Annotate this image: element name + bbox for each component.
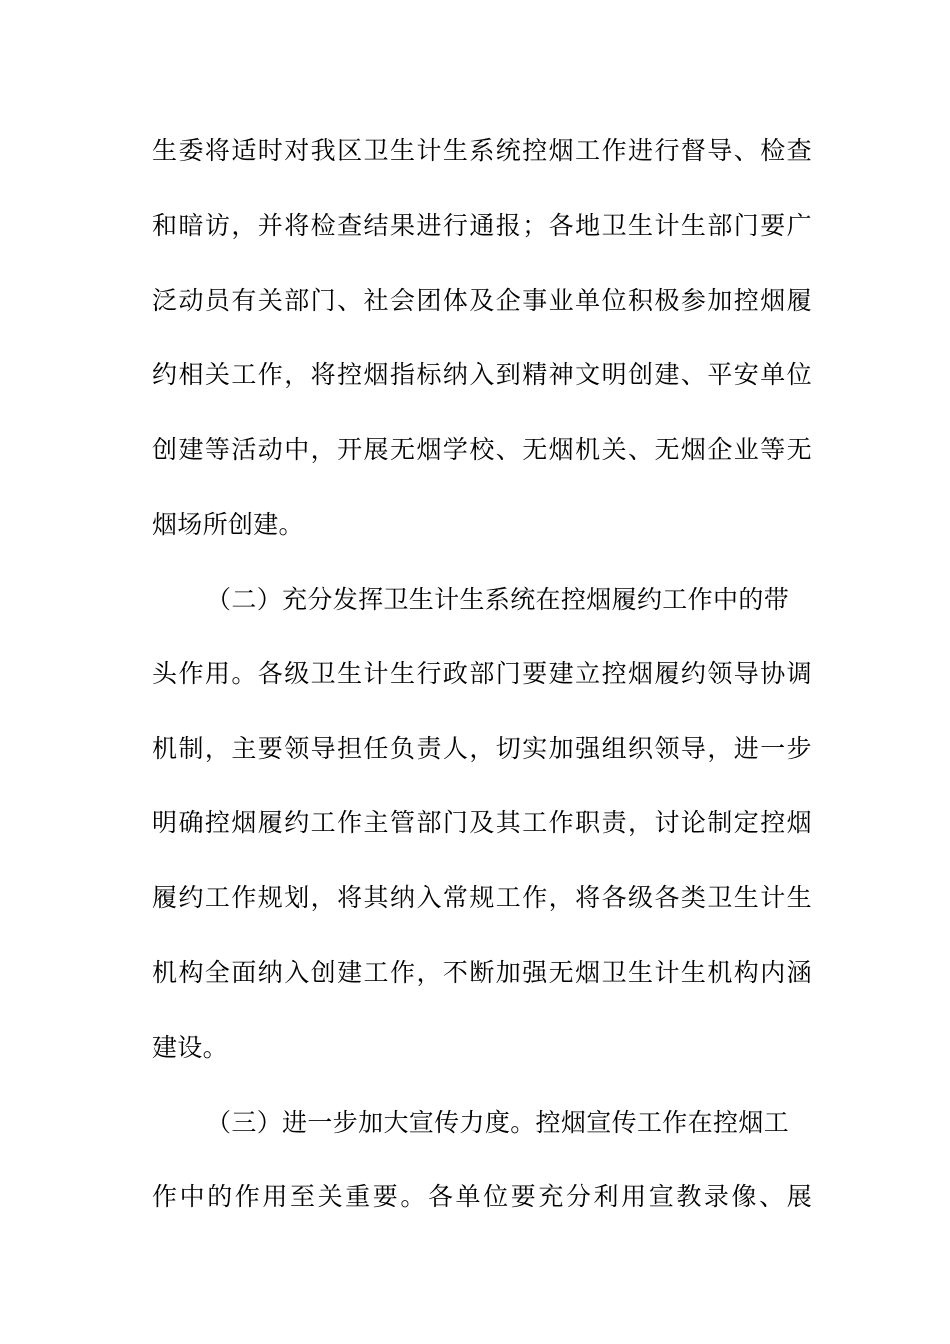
text-line-2: 和暗访，并将检查结果进行通报；各地卫生计生部门要广: [152, 211, 812, 240]
text-line-3: 泛动员有关部门、社会团体及企事业单位积极参加控烟履: [152, 286, 812, 315]
text-line-14: （三）进一步加大宣传力度。控烟宣传工作在控烟工: [206, 1108, 789, 1137]
text-line-5: 创建等活动中，开展无烟学校、无烟机关、无烟企业等无: [152, 435, 812, 464]
text-line-1: 生委将适时对我区卫生计生系统控烟工作进行督导、检查: [152, 136, 812, 165]
text-line-8: 头作用。各级卫生计生行政部门要建立控烟履约领导协调: [152, 659, 812, 688]
text-line-13: 建设。: [152, 1033, 228, 1062]
text-line-15: 作中的作用至关重要。各单位要充分利用宣教录像、展: [152, 1182, 812, 1211]
text-line-10: 明确控烟履约工作主管部门及其工作职责，讨论制定控烟: [152, 808, 812, 837]
text-line-7: （二）充分发挥卫生计生系统在控烟履约工作中的带: [206, 585, 789, 614]
text-line-9: 机制，主要领导担任负责人，切实加强组织领导，进一步: [152, 734, 812, 763]
text-line-12: 机构全面纳入创建工作，不断加强无烟卫生计生机构内涵: [152, 958, 812, 987]
text-line-11: 履约工作规划，将其纳入常规工作，将各级各类卫生计生: [152, 883, 812, 912]
text-line-6: 烟场所创建。: [152, 510, 304, 539]
text-line-4: 约相关工作，将控烟指标纳入到精神文明创建、平安单位: [152, 360, 812, 389]
